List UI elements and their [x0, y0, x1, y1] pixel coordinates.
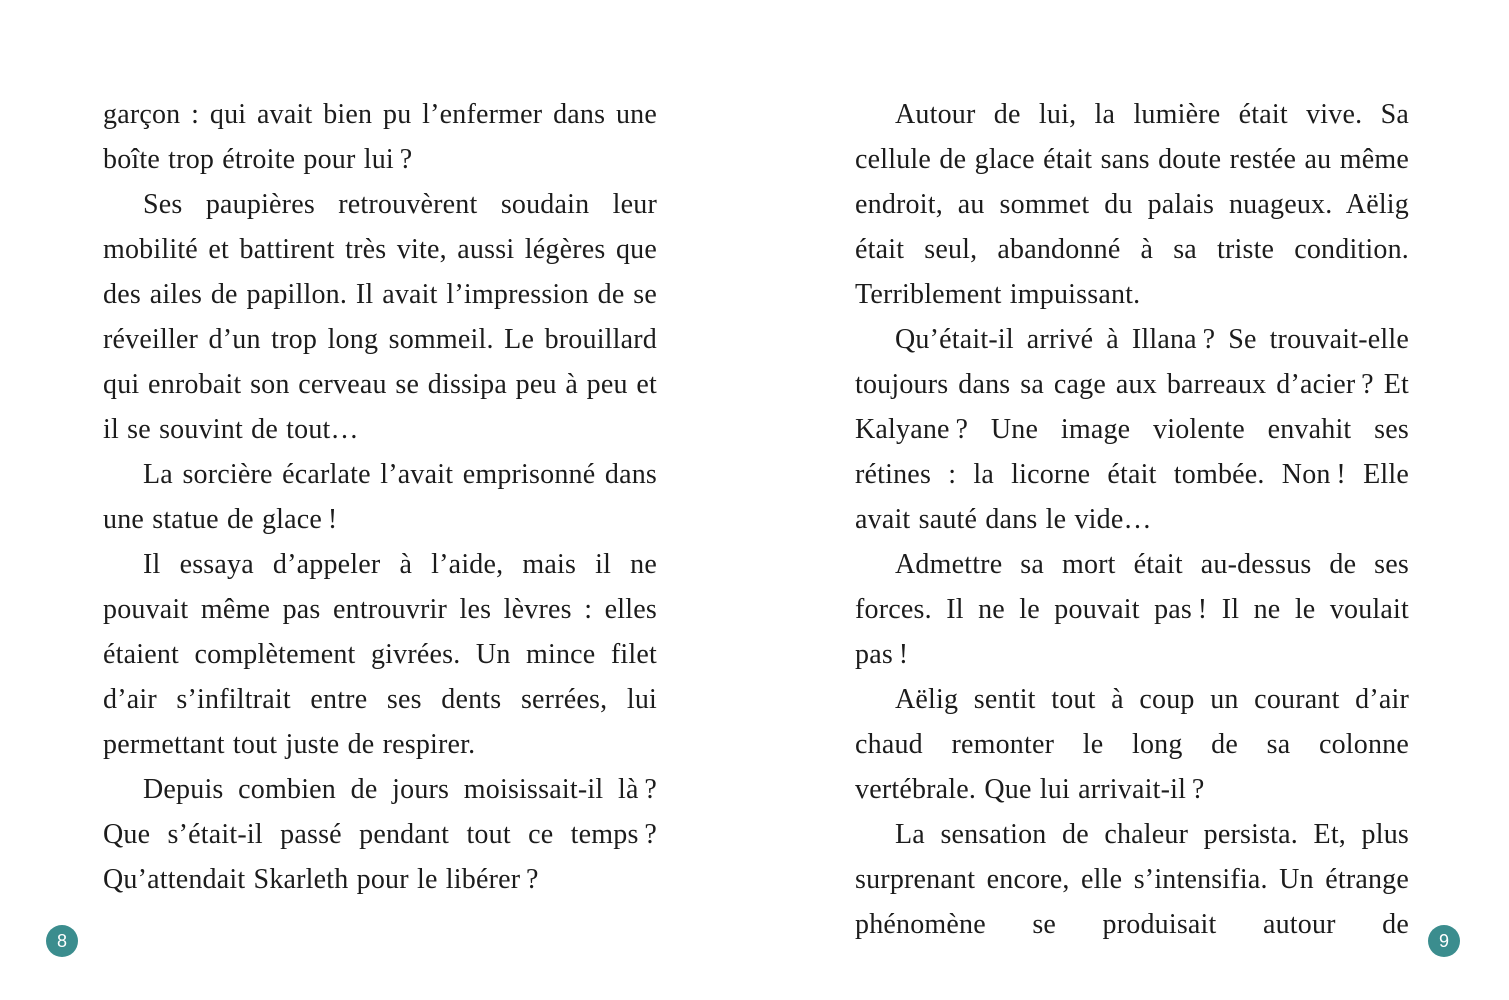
- paragraph: La sorcière écarlate l’avait emprisonné dans une statue de glace !: [103, 459, 657, 535]
- paragraph: La sensation de chaleur persista. Et, plus surprenant encore, elle s’intensifia. Un étrange phénomène se produisait autour de: [855, 819, 1409, 940]
- paragraph: Aëlig sentit tout à coup un courant d’air chaud remonter le long de sa colonne vertébrale. Que lui arrivait-il ?: [855, 684, 1409, 805]
- paragraph: Depuis combien de jours moisissait-il là ? Que s’était-il passé pendant tout ce temps ? Qu’attendait Skarleth pour le libérer ?: [103, 774, 657, 895]
- paragraph: Il essaya d’appeler à l’aide, mais il ne pouvait même pas entrouvrir les lèvres : elles étaient complètement givrées. Un mince filet d’air s’infiltrait entre ses dents serrées, lui permettant tout juste de respirer.: [103, 549, 657, 760]
- page-right-text-block: [855, 92, 1409, 947]
- page-left-text-block: [103, 92, 657, 902]
- page-right: [754, 0, 1509, 1000]
- page-number-badge-right: 9: [1428, 925, 1460, 957]
- paragraph: Autour de lui, la lumière était vive. Sa cellule de glace était sans doute restée au même endroit, au sommet du palais nuageux. Aëlig était seul, abandonné à sa triste condition. Terriblement impuissant.: [855, 99, 1409, 310]
- paragraph: Admettre sa mort était au-dessus de ses forces. Il ne le pouvait pas ! Il ne le voulait pas !: [855, 549, 1409, 670]
- page-left: [0, 0, 754, 1000]
- paragraph: Ses paupières retrouvèrent soudain leur mobilité et battirent très vite, aussi légères que des ailes de papillon. Il avait l’impression de se réveiller d’un trop long sommeil. Le brouillard qui enrobait son cerveau se dissipa peu à peu et il se souvint de tout…: [103, 189, 657, 445]
- page-number-badge-left: 8: [46, 925, 78, 957]
- paragraph: garçon : qui avait bien pu l’enfermer dans une boîte trop étroite pour lui ?: [103, 99, 657, 175]
- paragraph: Qu’était-il arrivé à Illana ? Se trouvait-elle toujours dans sa cage aux barreaux d’acier ? Et Kalyane ? Une image violente envahit ses rétines : la licorne était tombée. Non ! Elle avait sauté dans le vide…: [855, 324, 1409, 535]
